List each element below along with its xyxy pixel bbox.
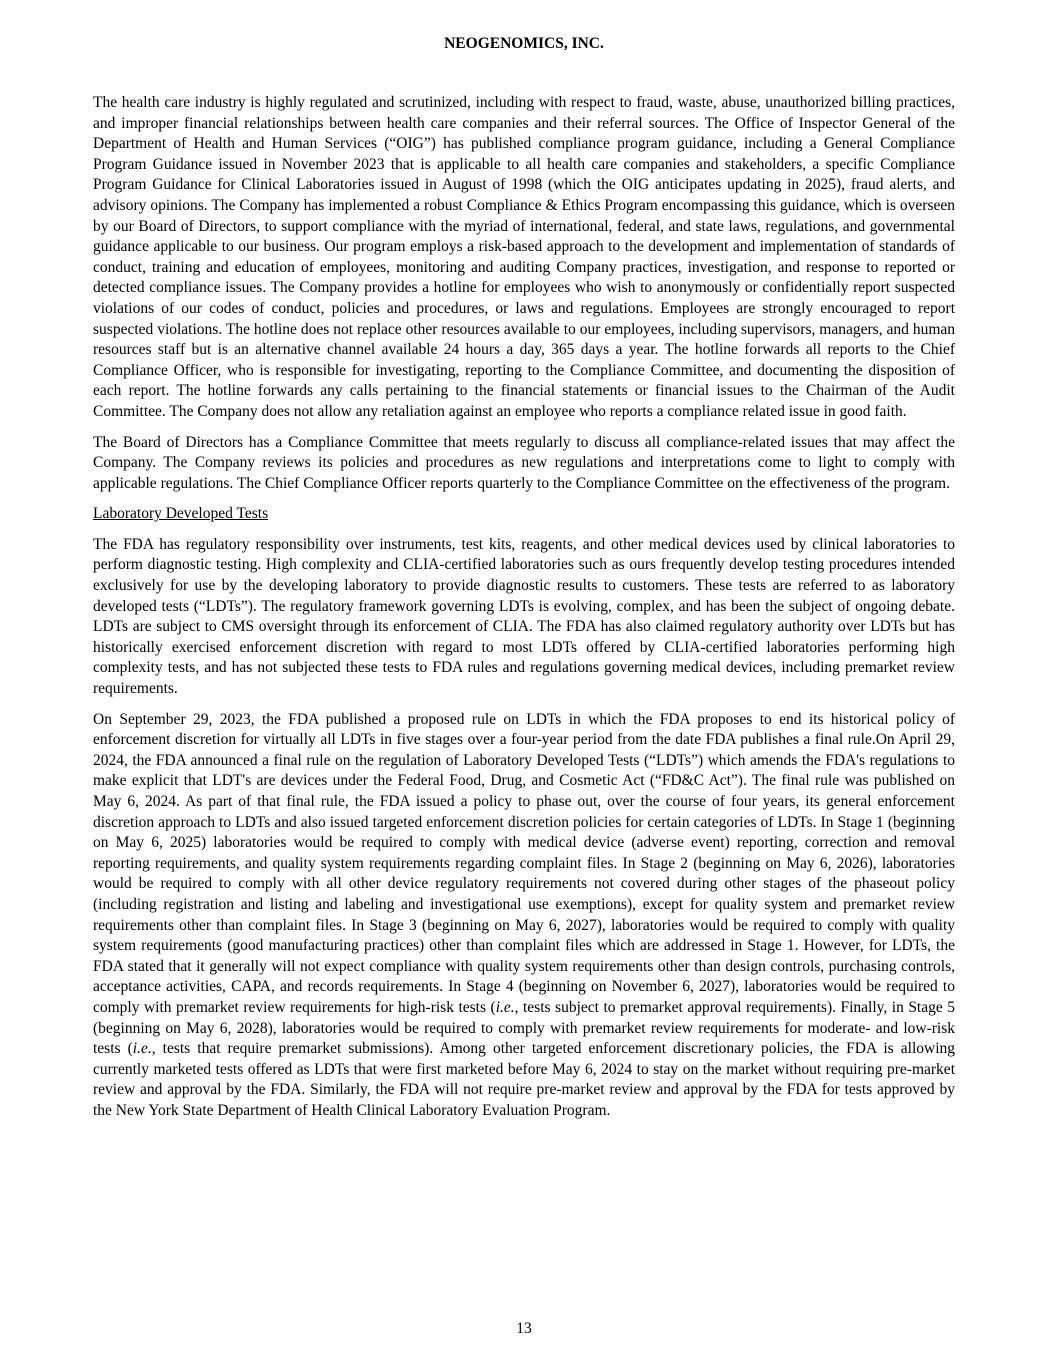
ldt-rule-text-part1: On September 29, 2023, the FDA published a proposed rule on LDTs in which the FDA proposes to end its historical policy of enforcement discretion for virtually all LDTs in five stages over a four-year period from the date FDA publishes a final rule.On April 29, 2024, the FDA announced a final rule on the regulation of Laboratory Developed Tests (“LDTs”) which amends the FDA's regulations to make explicit that LDT's are devices under the Federal Food, Drug, and Cosmetic Act (“FD&C Act”). The final rule was published on May 6, 2024. As part of that final rule, the FDA issued a policy to phase out, over the course of four years, its general enforcement discretion approach to LDTs and also issued targeted enforcement discretion policies for certain categories of LDTs. In Stage 1 (beginning on May 6, 2025) laboratories would be required to comply with medical device (adverse event) reporting, correction and removal reporting requirements, and quality system requirements regarding complaint files. In Stage 2 (beginning on May 6, 2026), laboratories would be required to comply with all other device regulatory requirements not covered during other stages of the phaseout policy (including registration and listing and labeling and investigational use exemptions), except for quality system and premarket review requirements other than complaint files. In Stage 3 (beginning on May 6, 2027), laboratories would be required to comply with quality system requirements (good manufacturing practices) other than complaint files which are addressed in Stage 1. However, for LDTs, the FDA stated that it generally will not expect compliance with quality system requirements other than design controls, purchasing controls, acceptance activities, CAPA, and records requirements. In Stage 4 (beginning on November 6, 2027), laboratories would be required to comply with premarket review requirements for high-risk tests ( — [93, 710, 955, 1016]
company-name: NEOGENOMICS, INC. — [444, 35, 604, 52]
document-body — [93, 93, 955, 1132]
ldt-rule-text-part2: , tests subject to premarket approval requirements). Finally, in Stage 5 (beginning on May 6, 2028), laboratories would be required to comply with premarket review requirements for moderate- and low-risk tests ( — [93, 998, 955, 1058]
paragraph-ldt-final-rule — [93, 710, 955, 1122]
paragraph-fda-responsibility: The FDA has regulatory responsibility over instruments, test kits, reagents, and other medical devices used by clinical laboratories to perform diagnostic testing. High complexity and CLIA-certified laboratories such as ours frequently develop testing procedures intended exclusively for use by the developing laboratory to provide diagnostic results to customers. These tests are referred to as laboratory developed tests (“LDTs”). The regulatory framework governing LDTs is evolving, complex, and has been the subject of ongoing debate. LDTs are subject to CMS oversight through its enforcement of CLIA. The FDA has also claimed regulatory authority over LDTs but has historically exercised enforcement discretion with regard to most LDTs offered by CLIA-certified laboratories performing high complexity tests, and has not subjected these tests to FDA rules and regulations governing medical devices, including premarket review requirements. — [93, 535, 955, 698]
page-number: 13 — [516, 1320, 532, 1337]
paragraph-compliance-committee: The Board of Directors has a Compliance Committee that meets regularly to discuss all compliance-related issues that may affect the Company. The Company reviews its policies and procedures as new regulations and interpretations come to light to comply with applicable regulations. The Chief Compliance Officer reports quarterly to the Compliance Committee on the effectiveness of the program. — [93, 433, 955, 492]
section-heading-ldt: Laboratory Developed Tests — [93, 505, 269, 523]
ldt-rule-ie-2: i.e. — [132, 1040, 152, 1058]
page-header — [0, 34, 1048, 54]
paragraph-compliance-program: The health care industry is highly regulated and scrutinized, including with respect to fraud, waste, abuse, unauthorized billing practices, and improper financial relationships between health care companies and their referral sources. The Office of Inspector General of the Department of Health and Human Services (“OIG”) has published compliance program guidance, including a General Compliance Program Guidance issued in November 2023 that is applicable to all health care companies and stakeholders, a specific Compliance Program Guidance for Clinical Laboratories issued in August of 1998 (which the OIG anticipates updating in 2025), fraud alerts, and advisory opinions. The Company has implemented a robust Compliance & Ethics Program encompassing this guidance, which is overseen by our Board of Directors, to support compliance with the myriad of international, federal, and state laws, regulations, and governmental guidance applicable to our business. Our program employs a risk-based approach to the development and implementation of standards of conduct, training and education of employees, monitoring and auditing Company practices, investigation, and response to reported or detected compliance issues. The Company provides a hotline for employees who wish to anonymously or confidentially report suspected violations of our codes of conduct, policies and procedures, or laws and regulations. Employees are strongly encouraged to report suspected violations. The hotline does not replace other resources available to our employees, including supervisors, managers, and human resources staff but is an alternative channel available 24 hours a day, 365 days a year. The hotline forwards all reports to the Chief Compliance Officer, who is responsible for investigating, reporting to the Compliance Committee, and documenting the disposition of each report. The hotline forwards any calls pertaining to the financial statements or financial issues to the Chairman of the Audit Committee. The Company does not allow any retaliation against an employee who reports a compliance related issue in good faith. — [93, 94, 955, 420]
ldt-rule-text-part3: , tests that require premarket submissions). Among other targeted enforcement discretionary policies, the FDA is allowing currently marketed tests offered as LDTs that were first marketed before May 6, 2024 to stay on the market without requiring pre-market review and approval by the FDA. Similarly, the FDA will not require pre-market review and approval by the FDA for tests approved by the New York State Department of Health Clinical Laboratory Evaluation Program. — [93, 1040, 955, 1119]
ldt-rule-ie-1: i.e. — [495, 998, 515, 1016]
